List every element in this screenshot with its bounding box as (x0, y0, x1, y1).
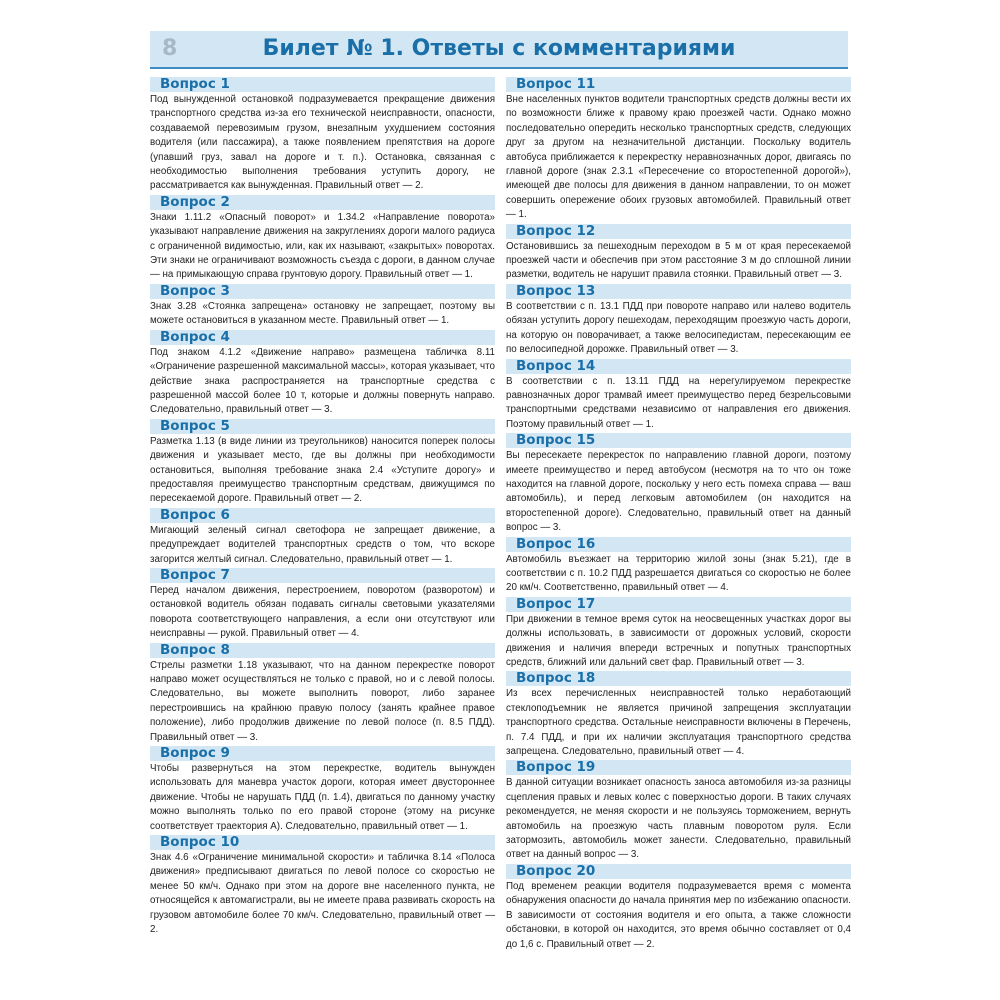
question-block (506, 597, 851, 671)
question-heading: Вопрос 15 (506, 433, 851, 448)
question-block (150, 330, 495, 418)
question-answer-text: В соответствии с п. 13.1 ПДД при повороте направо или налево водитель обязан уступить дорогу пешеходам, переходящим проезжую часть дороги, на которую он поворачивает, а также велосипедистам, пересекающим ее по велосипедной дорожке. Правильный ответ — 3. (506, 300, 851, 356)
question-heading: Вопрос 5 (150, 419, 495, 434)
question-answer-text: Чтобы развернуться на этом перекрестке, водитель вынужден использовать для маневра участок дороги, которая имеет двустороннее движение. Чтобы не нарушать ПДД (п. 1.4), двигаться по данному участку можно выполнять только по его правой стороне (этому на рисунке соответствует траектория А). Следовательно, правильный ответ — 1. (150, 763, 495, 832)
question-heading: Вопрос 2 (150, 195, 495, 210)
question-block (506, 77, 851, 223)
question-answer-text: Перед началом движения, перестроением, поворотом (разворотом) и остановкой водитель обязан подавать сигналы световыми указателями поворота соответствующего направления, а если они отсутствуют или неисправны — рукой. Правильный ответ — 4. (150, 584, 495, 640)
page-title: Билет № 1. Ответы с комментариями (262, 36, 736, 61)
question-answer-text: Знак 3.28 «Стоянка запрещена» остановку не запрещает, поэтому вы можете остановиться в указанном месте. Правильный ответ — 1. (150, 300, 495, 327)
question-heading: Вопрос 11 (506, 77, 851, 92)
question-heading: Вопрос 20 (506, 864, 851, 879)
question-block (506, 284, 851, 358)
page-number: 8 (162, 36, 178, 61)
question-answer-text: При движении в темное время суток на неосвещенных участках дорог вы должны использовать, в зависимости от дорожных условий, скорости движения и наличия впереди встречных и попутных транспортных средств, ближний или дальний свет фар. Правильный ответ — 3. (506, 613, 851, 668)
question-heading: Вопрос 10 (150, 835, 495, 850)
question-answer-text: Под вынужденной остановкой подразумевается прекращение движения транспортного средства из-за его технической неисправности, опасности, создаваемой перевозимым грузом, внезапным ухудшением состояния водителя (или пассажира), а также появлением препятствия на дороге (упавший груз, завал на дороге и т. п.). Остановка, связанная с необходимостью выполнения требования уступить дорогу, не рассматривается как вынужденная. Правильный ответ — 2. (150, 94, 495, 192)
question-answer-text: Знак 4.6 «Ограничение минимальной скорости» и табличка 8.14 «Полоса движения» предписывают двигаться по левой полосе со скоростью не менее 50 км/ч. Однако при этом на дороге вне населенного пункта, не относящейся к автомагистрали, вы не имеете права развивать скорость на грузовом автомобиле более 70 км/ч. Следовательно, правильный ответ — 2. (150, 852, 495, 936)
question-heading: Вопрос 3 (150, 284, 495, 299)
question-block (150, 643, 495, 745)
question-answer-text: Из всех перечисленных неисправностей только неработающий стеклоподъемник не является причиной запрещения эксплуатации транспортного средства. Остальные неисправности включены в Перечень, п. 7.4 ПДД, и при их наличии эксплуатация транспортного средства запрещена. Следовательно, правильный ответ — 4. (506, 688, 851, 758)
question-heading: Вопрос 8 (150, 643, 495, 658)
question-answer-text: Вне населенных пунктов водители транспортных средств должны вести их по возможности ближе к правому краю проезжей части. Однако можно последовательно опередить несколько транспортных средств, следующих друг за другом на незначительной дистанции. Поскольку водитель автобуса приближается к перекрестку неравнозначных дорог, двигаясь по главной дороге (знак 2.3.1 «Пересечение со второстепенной дорогой»), имеющей две полосы для движения в данном направлении, то он может совершить опережение обоих грузовых автомобилей. Правильный ответ — 1. (506, 94, 851, 221)
question-heading: Вопрос 9 (150, 746, 495, 761)
header-divider (150, 67, 848, 69)
question-answer-text: Стрелы разметки 1.18 указывают, что на данном перекрестке поворот направо может осуществляться не только с правой, но и с левой полосы. Следовательно, вы можете выполнить поворот, либо заранее перестроившись на крайнюю правую полосу (занять крайнее правое положение), либо продолжив движение по левой полосе (п. 8.5 ПДД). Правильный ответ — 3. (150, 659, 495, 743)
left-column (150, 77, 495, 939)
question-block (150, 195, 495, 283)
question-heading: Вопрос 6 (150, 508, 495, 523)
question-block (506, 359, 851, 433)
question-block (150, 419, 495, 507)
question-heading: Вопрос 1 (150, 77, 495, 92)
question-block (150, 508, 495, 567)
question-answer-text: Под знаком 4.1.2 «Движение направо» размещена табличка 8.11 «Ограничение разрешенной максимальной массы», которая указывает, что действие знака распространяется на транспортные средства с разрешенной массой более 10 т, которые и должны повернуть направо. Следовательно, правильный ответ — 3. (150, 346, 495, 416)
question-block (150, 746, 495, 834)
question-heading: Вопрос 12 (506, 224, 851, 239)
question-heading: Вопрос 14 (506, 359, 851, 374)
question-heading: Вопрос 16 (506, 537, 851, 552)
question-answer-text: Вы пересекаете перекресток по направлению главной дороги, поэтому имеете преимущество и перед автобусом (несмотря на то что он тоже находится на главной дороге, поскольку у него есть помеха справа — ваш автомобиль), и перед легковым автомобилем (он находится на второстепенной дороге). Следовательно, правильный ответ на данный вопрос — 3. (506, 450, 851, 534)
question-block (150, 835, 495, 937)
question-answer-text: Знаки 1.11.2 «Опасный поворот» и 1.34.2 «Направление поворота» указывают направление движения на закруглениях дороги малого радиуса с ограниченной видимостью, или, как их называют, «закрытых» поворотах. Эти знаки не ограничивают возможность съезда с дороги, в данном случае — на примыкающую справа грунтовую дорогу. Правильный ответ — 1. (150, 211, 495, 281)
question-answer-text: Остановившись за пешеходным переходом в 5 м от края пересекаемой проезжей части и обеспечив при этом расстояние 3 м до сплошной линии разметки, водитель не нарушит правила стоянки. Правильный ответ — 3. (506, 240, 851, 281)
question-heading: Вопрос 18 (506, 671, 851, 686)
question-block (150, 568, 495, 642)
question-answer-text: В соответствии с п. 13.11 ПДД на нерегулируемом перекрестке равнозначных дорог трамвай имеет преимущество перед безрельсовыми транспортными средствами независимо от направления его движения. Поэтому правильный ответ — 1. (506, 375, 851, 430)
question-block (150, 284, 495, 329)
question-block (506, 760, 851, 862)
question-block (506, 671, 851, 759)
question-heading: Вопрос 4 (150, 330, 495, 345)
question-answer-text: Разметка 1.13 (в виде линии из треугольников) наносится поперек полосы движения и указывает место, где вы должны при необходимости остановиться, выполняя требование знака 2.4 «Уступите дорогу» и предоставляя преимущество транспортным средствам, движущимся по пересекаемой дороге. Правильный ответ — 2. (150, 435, 495, 505)
question-block (506, 864, 851, 952)
question-heading: Вопрос 19 (506, 760, 851, 775)
question-block (506, 224, 851, 283)
question-block (506, 537, 851, 596)
question-block (506, 433, 851, 535)
question-heading: Вопрос 7 (150, 568, 495, 583)
question-answer-text: Автомобиль въезжает на территорию жилой зоны (знак 5.21), где в соответствии с п. 10.2 ПДД разрешается двигаться со скоростью не более 20 км/ч. Соответственно, правильный ответ — 4. (506, 553, 851, 594)
question-answer-text: Мигающий зеленый сигнал светофора не запрещает движение, а предупреждает водителей транспортных средств о том, что вскоре загорится желтый сигнал. Следовательно, правильный ответ — 1. (150, 524, 495, 565)
question-answer-text: Под временем реакции водителя подразумевается время с момента обнаружения опасности до начала принятия мер по избежанию опасности. В зависимости от состояния водителя и его опыта, а также сложности обстановки, в которой он находится, это время обычно составляет от 0,4 до 1,6 с. Правильный ответ — 2. (506, 880, 851, 950)
page-header (150, 31, 848, 67)
question-heading: Вопрос 13 (506, 284, 851, 299)
right-column (506, 77, 851, 953)
question-answer-text: В данной ситуации возникает опасность заноса автомобиля из-за разницы сцепления правых и левых колес с поверхностью дороги. В таких случаях рекомендуется, не меняя скорости и не пользуясь торможением, вернуть автомобиль на проезжую часть плавным поворотом руля. Если затормозить, автомобиль может занести. Следовательно, правильный ответ на данный вопрос — 3. (506, 777, 851, 861)
question-block (150, 77, 495, 194)
question-heading: Вопрос 17 (506, 597, 851, 612)
